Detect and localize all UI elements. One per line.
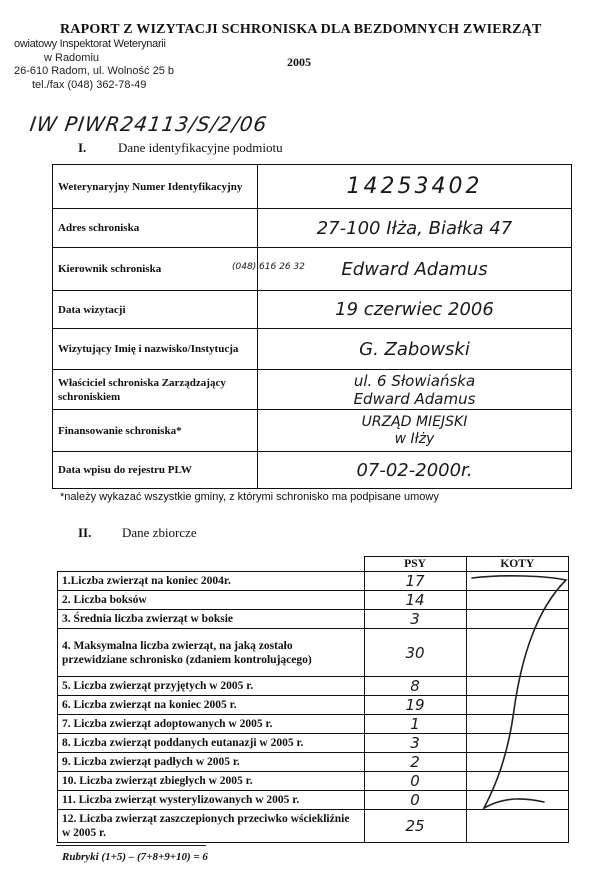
row-value: 27-100 Iłża, Białka 47 xyxy=(258,209,572,248)
table-row xyxy=(53,291,572,329)
row-label: 8. Liczba zwierząt poddanych eutanazji w 2005 r. xyxy=(58,734,365,753)
row-value: 14253402 xyxy=(258,165,572,209)
row-value: 07-02-2000r. xyxy=(258,452,572,489)
table-row xyxy=(53,209,572,248)
row-label: 10. Liczba zwierząt zbiegłych w 2005 r. xyxy=(58,772,365,791)
row-value-psy: 3 xyxy=(364,734,466,753)
report-year: 2005 xyxy=(287,55,311,69)
section-1-number: I. xyxy=(78,140,87,155)
row-label: Wizytujący Imię i nazwisko/Instytucja xyxy=(53,329,258,370)
row-label: 9. Liczba zwierząt padłych w 2005 r. xyxy=(58,753,365,772)
table-row xyxy=(53,370,572,410)
owner-line-1: ul. 6 Słowiańska xyxy=(353,371,476,390)
row-label: 4. Maksymalna liczba zwierząt, na jaką zostało przewidziane schronisko (zdaniem kontrolującego) xyxy=(58,629,365,677)
row-value-psy: 0 xyxy=(364,772,466,791)
row-label: Finansowanie schroniska* xyxy=(53,410,258,452)
row-value-psy: 2 xyxy=(364,753,466,772)
footnote: *należy wykazać wszystkie gminy, z którymi schronisko ma podpisane umowy xyxy=(60,491,439,503)
koty-strikethrough-mark xyxy=(466,570,576,830)
table-row xyxy=(53,165,572,209)
row-label: Weterynaryjny Numer Identyfikacyjny xyxy=(53,165,258,209)
financing-line-1: URZĄD MIEJSKI xyxy=(361,413,468,430)
row-label: Właściciel schroniska Zarządzający schroniskiem xyxy=(53,370,258,410)
row-label: Data wpisu do rejestru PLW xyxy=(53,452,258,489)
row-value-psy: 3 xyxy=(364,610,466,629)
row-value: 19 czerwiec 2006 xyxy=(258,291,572,329)
stamp-line-4: tel./fax (048) 362-78-49 xyxy=(32,78,147,91)
formula-note: Rubryki (1+5) – (7+8+9+10) = 6 xyxy=(62,851,208,863)
row-label: 2. Liczba boksów xyxy=(58,591,365,610)
row-label: 6. Liczba zwierząt na koniec 2005 r. xyxy=(58,696,365,715)
stamp-line-1: owiatowy Inspektorat Weterynarii xyxy=(14,38,166,50)
report-title: RAPORT Z WIZYTACJI SCHRONISKA DLA BEZDOMNYCH ZWIERZĄT xyxy=(60,22,542,37)
row-value: G. Zabowski xyxy=(258,329,572,370)
stamp-line-2: w Radomiu xyxy=(44,51,100,64)
row-label: 1.Liczba zwierząt na koniec 2004r. xyxy=(58,572,365,591)
row-value: Edward Adamus xyxy=(341,258,488,280)
row-value-psy: 14 xyxy=(364,591,466,610)
row-label: Kierownik schroniska xyxy=(53,248,258,291)
section-2-number: II. xyxy=(78,525,92,540)
row-value-psy: 30 xyxy=(364,629,466,677)
section-1-title: Dane identyfikacyjne podmiotu xyxy=(118,140,283,155)
reference-number: IW PIWR24113/S/2/06 xyxy=(28,112,270,136)
table-row xyxy=(53,410,572,452)
column-header-koty: KOTY xyxy=(466,557,568,572)
row-value-psy: 19 xyxy=(364,696,466,715)
row-label: 5. Liczba zwierząt przyjętych w 2005 r. xyxy=(58,677,365,696)
manager-phone: (048) 616 26 32 xyxy=(232,262,305,272)
column-header-psy: PSY xyxy=(364,557,466,572)
financing-line-2: w Iłży xyxy=(394,430,435,447)
section-2-title: Dane zbiorcze xyxy=(122,525,197,540)
row-value-psy: 1 xyxy=(364,715,466,734)
row-label: 7. Liczba zwierząt adoptowanych w 2005 r. xyxy=(58,715,365,734)
table-row xyxy=(53,248,572,291)
row-label: 11. Liczba zwierząt wysterylizowanych w 2005 r. xyxy=(58,791,365,810)
row-label: Data wizytacji xyxy=(53,291,258,329)
row-value-psy: 17 xyxy=(364,572,466,591)
row-value-psy: 8 xyxy=(364,677,466,696)
row-label: 3. Średnia liczba zwierząt w boksie xyxy=(58,610,365,629)
formula-rule xyxy=(56,845,206,846)
row-value-psy: 0 xyxy=(364,791,466,810)
table-row xyxy=(53,452,572,489)
table-row xyxy=(53,329,572,370)
office-stamp xyxy=(8,38,174,92)
row-label: 12. Liczba zwierząt zaszczepionych przeciwko wściekliźnie w 2005 r. xyxy=(58,810,365,843)
identification-table xyxy=(52,164,572,489)
row-value-psy: 25 xyxy=(364,810,466,843)
owner-line-2: Edward Adamus xyxy=(353,389,476,408)
stamp-line-3: 26-610 Radom, ul. Wolność 25 b xyxy=(14,65,174,77)
row-label: Adres schroniska xyxy=(53,209,258,248)
